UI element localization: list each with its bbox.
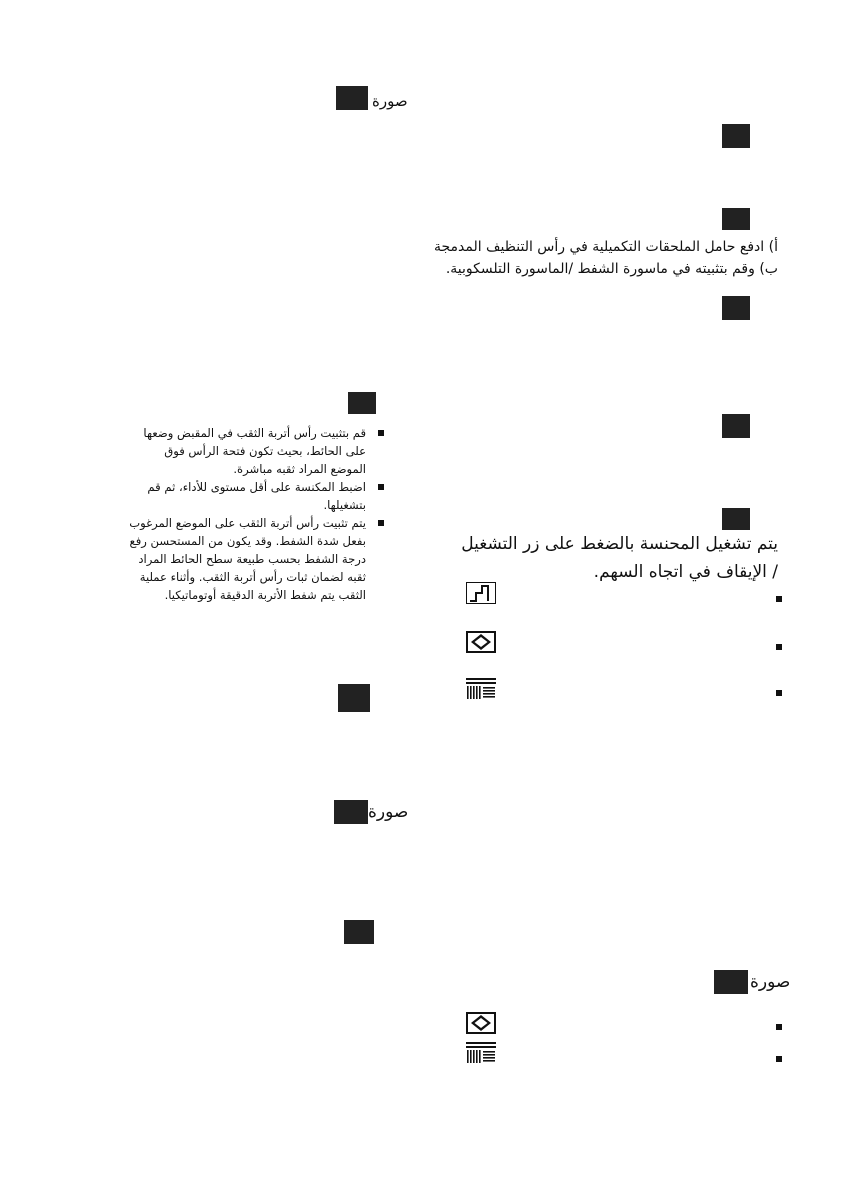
diamond-rug-icon <box>466 1012 496 1034</box>
list-item: اضبط المكنسة على أقل مستوى للأداء، ثم قم بتشغيلها. <box>128 478 384 514</box>
figure-number-box <box>722 208 750 230</box>
assembly-steps <box>420 236 778 280</box>
figure-number-box <box>344 920 374 944</box>
bullet-icon <box>776 1056 782 1062</box>
list-item: يتم تثبيت رأس أتربة الثقب على الموضع المرغوب بفعل شدة الشفط. وقد يكون من المستحسن رفع درجة الشفط بحسب طبيعة سطح الحائط المراد ثقبه لضمان ثبات رأس أتربة الثقب. وأثناء عملية الثقب يتم شفط الأتربة الدقيقة أوتوماتيكيا. <box>128 514 384 604</box>
bullet-icon <box>776 690 782 696</box>
image-label: صورة <box>368 802 409 822</box>
diamond-rug-icon <box>466 631 496 653</box>
list-item: قم بتثبيت رأس أتربة الثقب في المقبض وضعها على الحائط، بحيث تكون فتحة الرأس فوق الموضع المراد ثقبه مباشرة. <box>128 424 384 478</box>
floor-step-icon <box>466 582 496 604</box>
figure-number-box <box>348 392 376 414</box>
bullet-icon <box>776 596 782 602</box>
switch-instruction: يتم تشغيل المحنسة بالضغط على زر التشغيل / الإيقاف في اتجاه السهم. <box>461 534 778 582</box>
bullet-icon <box>378 430 384 436</box>
figure-number-box <box>338 684 370 712</box>
image-label: صورة <box>750 972 791 992</box>
figure-number-box <box>714 970 748 994</box>
carpet-fringe-icon <box>466 678 496 700</box>
figure-number-box <box>722 508 750 530</box>
figure-number-box <box>722 296 750 320</box>
step-a: أ) ادفع حامل الملحقات التكميلية في رأس التنظيف المدمجة <box>433 239 778 255</box>
figure-number-box <box>722 124 750 148</box>
bullet-icon <box>378 484 384 490</box>
figure-number-box <box>336 86 368 110</box>
carpet-fringe-icon <box>466 1042 496 1064</box>
bullet-icon <box>776 644 782 650</box>
bullet-icon <box>776 1024 782 1030</box>
bullet-icon <box>378 520 384 526</box>
figure-number-box <box>334 800 368 824</box>
image-label: صورة <box>372 92 408 110</box>
instruction-list <box>128 424 384 604</box>
step-b: ب) وقم بتثبيته في ماسورة الشفط /الماسورة التلسكوبية. <box>445 261 778 277</box>
figure-number-box <box>722 414 750 438</box>
